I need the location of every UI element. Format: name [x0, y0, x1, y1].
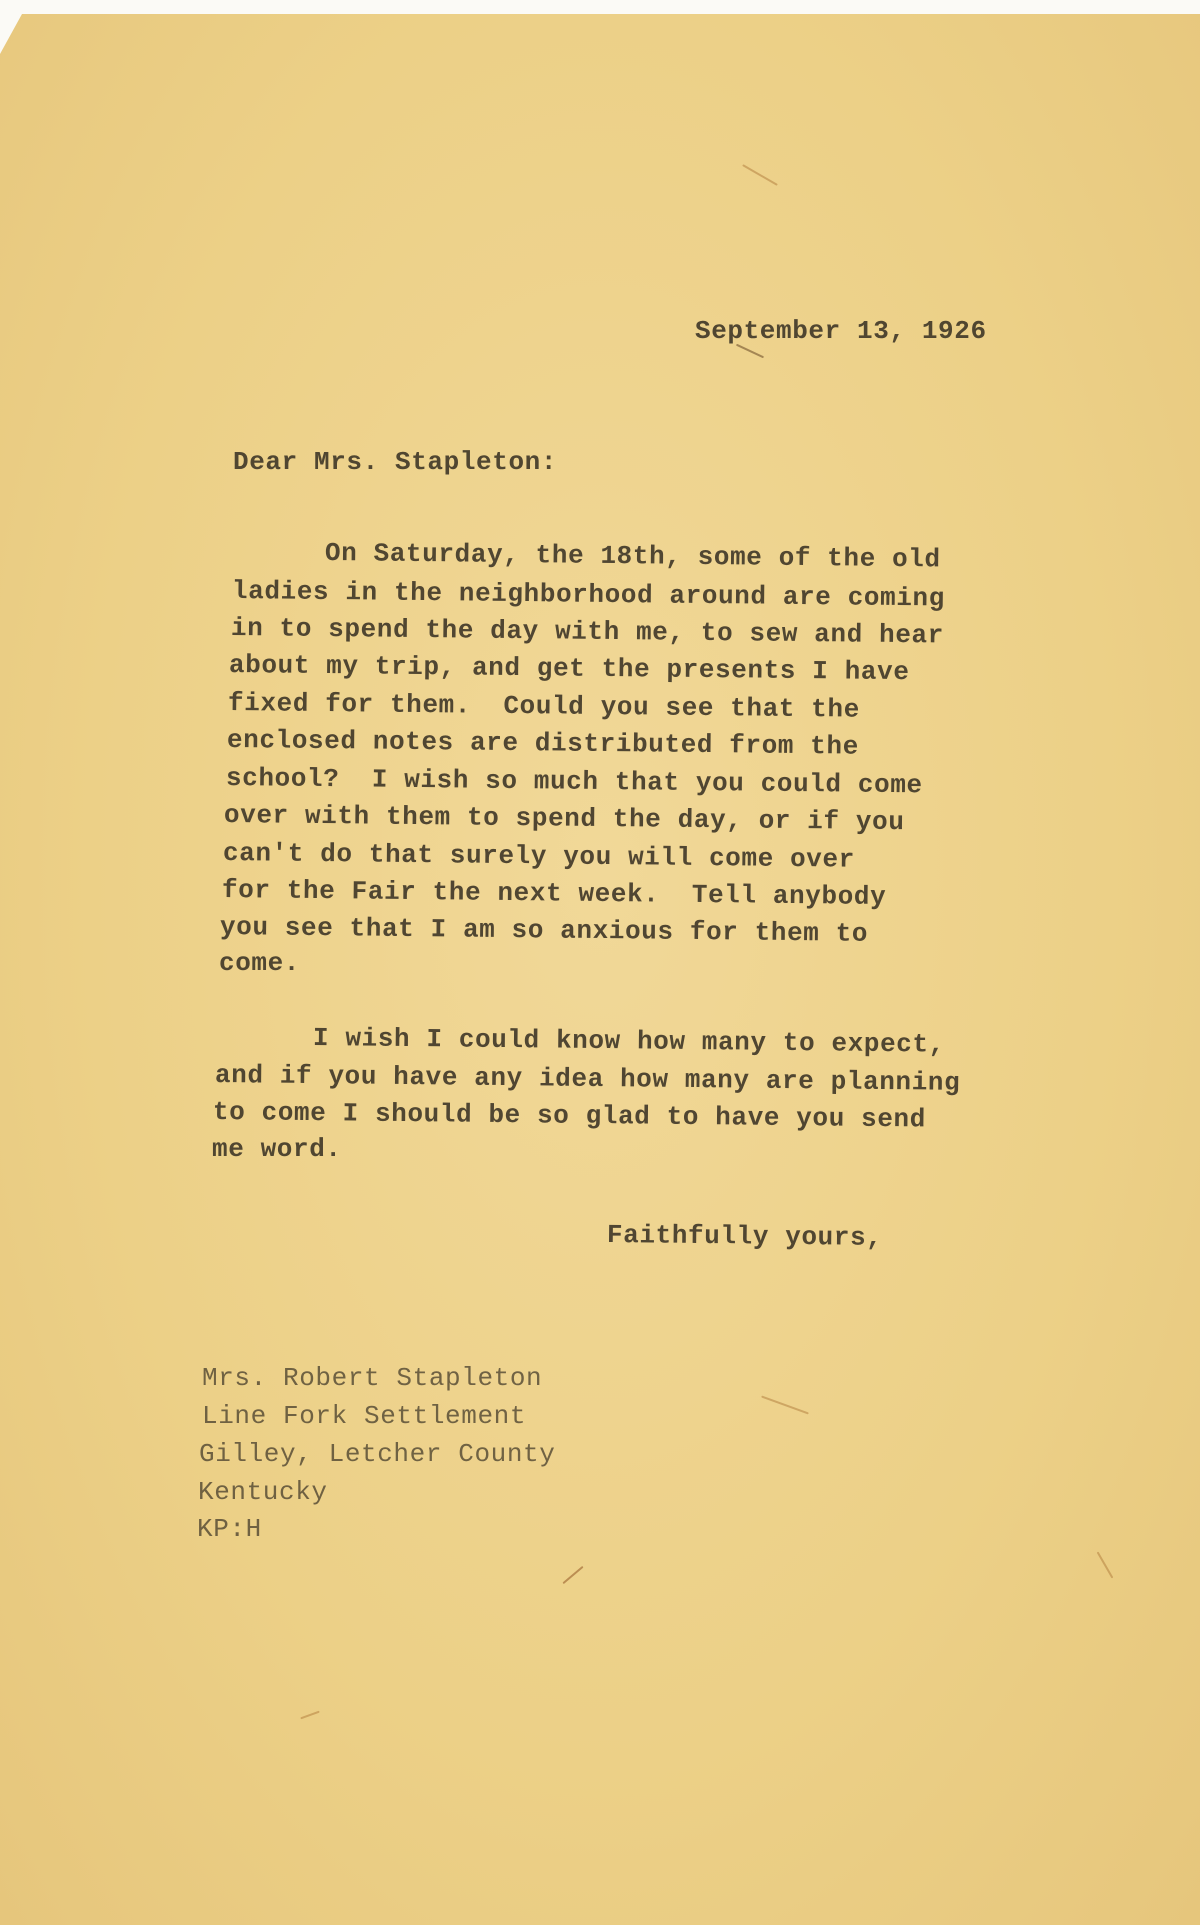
paragraph1-line: can't do that surely you will come over: [222, 838, 856, 875]
paragraph1-line: fixed for them. Could you see that the: [227, 688, 861, 725]
address-line: Mrs. Robert Stapleton: [202, 1363, 543, 1393]
paragraph1-line: for the Fair the next week. Tell anybody: [221, 875, 887, 912]
closing: Faithfully yours,: [606, 1220, 883, 1253]
paragraph1-line: over with them to spend the day, or if you: [223, 800, 905, 838]
paragraph1-line: ladies in the neighborhood around are coming: [231, 576, 946, 614]
address-line: Kentucky: [198, 1477, 328, 1507]
paragraph2-line: I wish I could know how many to expect,: [312, 1023, 946, 1060]
paragraph2-line: to come I should be so glad to have you send: [212, 1097, 927, 1135]
paragraph2-line: and if you have any idea how many are planning: [214, 1060, 961, 1098]
paragraph1-line: school? I wish so much that you could come: [225, 763, 923, 801]
reference-initials: KP:H: [197, 1514, 262, 1544]
salutation: Dear Mrs. Stapleton:: [233, 447, 558, 477]
paragraph1-line: in to spend the day with me, to sew and hear: [230, 613, 945, 651]
paragraph1-line: enclosed notes are distributed from the: [226, 725, 860, 762]
paragraph1-line: about my trip, and get the presents I have: [228, 650, 910, 688]
paragraph2-line: me word.: [212, 1134, 342, 1164]
paragraph1-line: On Saturday, the 18th, some of the old: [324, 538, 941, 575]
address-line: Line Fork Settlement: [202, 1401, 527, 1431]
paragraph1-line: you see that I am so anxious for them to: [219, 912, 869, 949]
letter-paper: [0, 14, 1200, 1925]
letter-date: September 13, 1926: [695, 316, 987, 346]
paragraph1-line: come.: [219, 948, 301, 978]
address-line: Gilley, Letcher County: [199, 1439, 556, 1469]
